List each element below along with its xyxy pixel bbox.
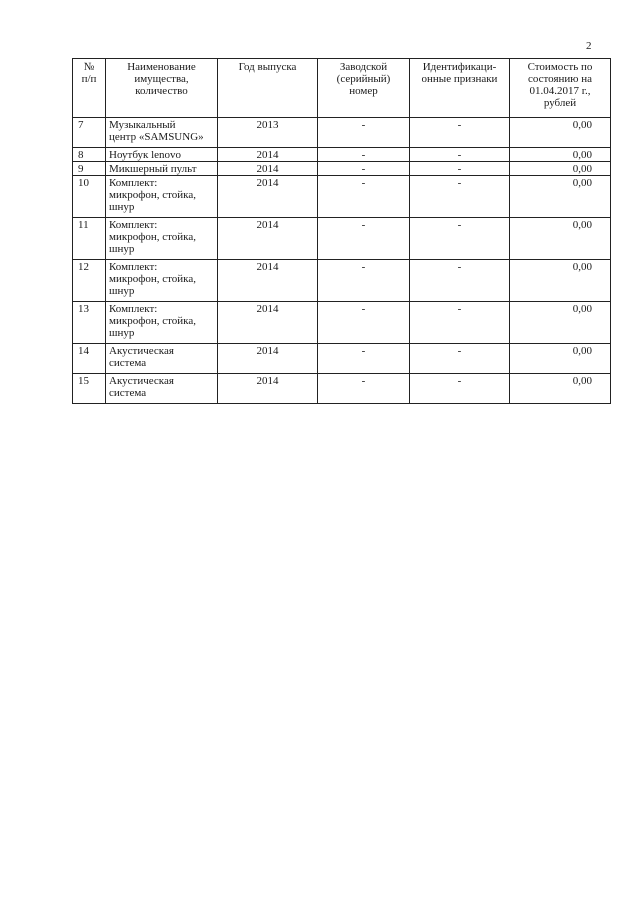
row-cost: 0,00 (510, 162, 611, 176)
row-year: 2014 (218, 148, 318, 162)
row-cost: 0,00 (510, 344, 611, 374)
row-number: 12 (73, 260, 106, 302)
table-row (73, 374, 611, 404)
row-number: 9 (73, 162, 106, 176)
header-name: Наименование имущества, количество (106, 59, 218, 118)
row-ident: - (410, 118, 510, 148)
row-serial: - (318, 374, 410, 404)
row-ident: - (410, 176, 510, 218)
row-ident: - (410, 302, 510, 344)
row-serial: - (318, 148, 410, 162)
row-name: Ноутбук lenovo (106, 148, 218, 162)
row-serial: - (318, 344, 410, 374)
table-row (73, 118, 611, 148)
row-name: Комплект: микрофон, стойка, шнур (106, 302, 218, 344)
table-row (73, 344, 611, 374)
row-year: 2013 (218, 118, 318, 148)
row-number: 15 (73, 374, 106, 404)
row-name: Акустическая система (106, 344, 218, 374)
page-number: 2 (586, 40, 592, 52)
row-year: 2014 (218, 260, 318, 302)
row-year: 2014 (218, 218, 318, 260)
row-number: 13 (73, 302, 106, 344)
row-serial: - (318, 302, 410, 344)
row-cost: 0,00 (510, 302, 611, 344)
row-ident: - (410, 374, 510, 404)
row-serial: - (318, 118, 410, 148)
row-ident: - (410, 218, 510, 260)
row-ident: - (410, 148, 510, 162)
row-number: 7 (73, 118, 106, 148)
table-header-row (73, 59, 611, 118)
table-row (73, 260, 611, 302)
row-year: 2014 (218, 374, 318, 404)
table-row (73, 218, 611, 260)
row-serial: - (318, 162, 410, 176)
table-row (73, 162, 611, 176)
row-number: 11 (73, 218, 106, 260)
row-name: Комплект: микрофон, стойка, шнур (106, 176, 218, 218)
row-year: 2014 (218, 162, 318, 176)
property-table (72, 58, 611, 404)
row-name: Комплект: микрофон, стойка, шнур (106, 260, 218, 302)
header-number: № п/п (73, 59, 106, 118)
row-number: 14 (73, 344, 106, 374)
row-name: Комплект: микрофон, стойка, шнур (106, 218, 218, 260)
header-ident: Идентификаци- онные признаки (410, 59, 510, 118)
table-row (73, 148, 611, 162)
row-serial: - (318, 176, 410, 218)
row-serial: - (318, 218, 410, 260)
row-serial: - (318, 260, 410, 302)
header-serial: Заводской (серийный) номер (318, 59, 410, 118)
row-number: 8 (73, 148, 106, 162)
row-ident: - (410, 162, 510, 176)
row-year: 2014 (218, 176, 318, 218)
table-row (73, 176, 611, 218)
row-year: 2014 (218, 302, 318, 344)
row-name: Музыкальный центр «SAMSUNG» (106, 118, 218, 148)
row-year: 2014 (218, 344, 318, 374)
header-year: Год выпуска (218, 59, 318, 118)
row-name: Микшерный пульт (106, 162, 218, 176)
row-ident: - (410, 344, 510, 374)
header-cost: Стоимость по состоянию на 01.04.2017 г., рублей (510, 59, 611, 118)
row-cost: 0,00 (510, 260, 611, 302)
row-number: 10 (73, 176, 106, 218)
row-name: Акустическая система (106, 374, 218, 404)
row-cost: 0,00 (510, 176, 611, 218)
row-cost: 0,00 (510, 118, 611, 148)
row-cost: 0,00 (510, 148, 611, 162)
row-cost: 0,00 (510, 374, 611, 404)
row-cost: 0,00 (510, 218, 611, 260)
table-row (73, 302, 611, 344)
row-ident: - (410, 260, 510, 302)
